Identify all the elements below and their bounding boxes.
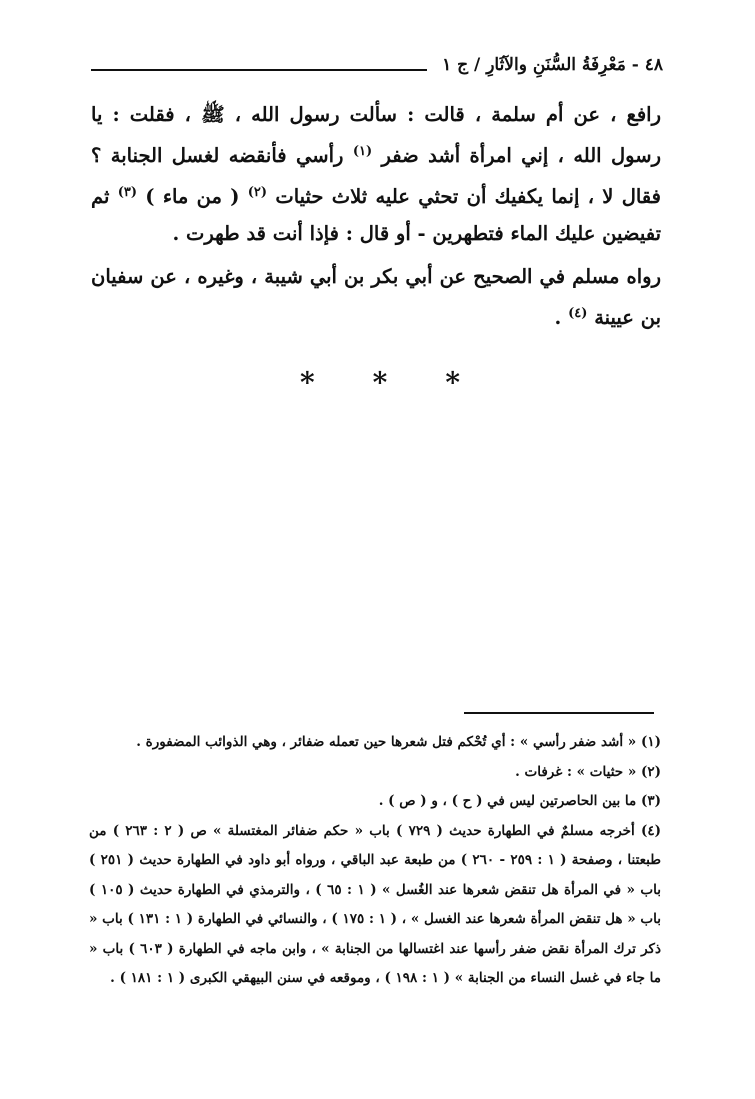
separator-star: * — [445, 366, 460, 399]
narration-text-1: رواه مسلم في الصحيح عن أبي بكر بن أبي شيبة ، وغيره ، عن سفيان بن عيينة — [91, 265, 661, 329]
running-head: ٤٨ - مَعْرِفَةُ السُّنَنِ والآثَارِ / ج ١ — [442, 55, 663, 75]
section-separator — [300, 368, 460, 398]
hadith-text-2: رأسي فأنقضه لغسل الجنابة ؟ فقال لا ، إنما يكفيك أن تحثي عليه ثلاث حثيات — [91, 144, 661, 208]
hadith-paragraph — [91, 96, 661, 252]
footnote-3: (٣) ما بين الحاصرتين ليس في ( ح ) ، و ( ص ) . — [378, 793, 661, 809]
narration-paragraph — [91, 258, 661, 336]
footnote-ref-4[interactable]: (٤) — [568, 306, 588, 321]
hadith-text-4: ثم تفيضين عليك الماء فتطهرين - أو قال : فإذا أنت قد طهرت . — [91, 185, 661, 245]
narration-text-2: . — [554, 306, 562, 329]
header-rule — [91, 69, 427, 71]
footnote-2: (٢) « حثيات » : غرفات . — [515, 763, 661, 780]
footnote-rule — [464, 712, 654, 714]
separator-star: * — [300, 366, 315, 399]
footnote-4: (٤) أخرجه مسلمٌ في الطهارة حديث ( ٧٢٩ ) باب « حكم ضفائر المغتسلة » ص ( ٢ : ٢٦٣ ) من طبعتنا ، وصفحة ( ١ : ٢٥٩ - ٢٦٠ ) من طبعة عبد الباقي ، ورواه أبو داود في الطهارة حديث ( ٢٥١ ) باب « في المرأة هل تنقض شعرها عند الغُسل » ( ١ : ٦٥ ) ، والترمذي في الطهارة حديث ( ١٠٥ ) باب « هل تنقض المرأة شعرها عند الغسل » ، ( ١ : ١٧٥ ) ، والنسائي في الطهارة ( ١ : ١٣١ ) باب « ذكر ترك المرأة نقض ضفر رأسها عند اغتسالها من الجنابة » ، وابن ماجه في الطهارة ( ٦٠٣ ) باب « ما جاء في غسل النساء من الجنابة » ( ١ : ١٩٨ ) ، وموقعه في سنن البيهقي الكبرى ( ١ : ١٨١ ) . — [89, 822, 662, 986]
separator-star: * — [372, 366, 388, 399]
footnote-ref-1[interactable]: (١) — [352, 144, 373, 159]
footnote-ref-2[interactable]: (٢) — [247, 185, 268, 200]
hadith-text-3: ( من ماء ) — [145, 185, 240, 208]
footnotes — [89, 728, 661, 994]
hadith-text-1: رافع ، عن أم سلمة ، قالت : سألت رسول الله ، ﷺ ، فقلت : يا رسول الله ، إني امرأة أشد ضفر — [91, 103, 661, 167]
footnote-ref-3[interactable]: (٣) — [117, 185, 137, 200]
footnote-1: (١) « أشد ضفر رأسي » : أي تُحْكم فتل شعرها حين تعمله ضفائر ، وهي الذوائب المضفورة . — [136, 734, 661, 750]
main-text — [91, 96, 661, 336]
